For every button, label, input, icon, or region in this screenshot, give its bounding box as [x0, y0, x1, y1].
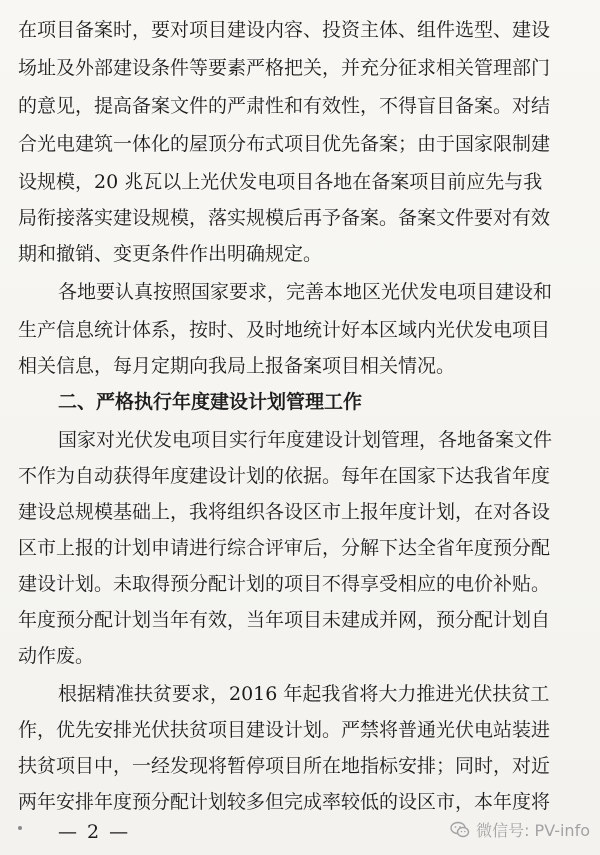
text-line: 的意见，提高备案文件的严肃性和有效性，不得盲目备案。对结	[18, 95, 551, 117]
paragraph-start-line: 根据精准扶贫要求，2016 年起我省将大力推进光伏扶贫工	[58, 683, 550, 705]
text-line: 两年安排年度预分配计划较多但完成率较低的设区市，本年度将	[18, 791, 551, 813]
text-line: 期和撤销、变更条件作出明确规定。	[18, 243, 323, 265]
text-line: 建设计划。未取得预分配计划的项目不得享受相应的电价补贴。	[18, 573, 551, 595]
text-line: 不作为自动获得年度建设计划的依据。每年在国家下达我省年度	[18, 465, 551, 487]
wechat-icon	[450, 821, 470, 839]
text-line: 合光电建筑一体化的屋顶分布式项目优先备案；由于国家限制建	[18, 133, 551, 155]
text-line: 建设总规模基础上，我将组织各设区市上报年度计划，在对各设	[18, 501, 551, 523]
paragraph-start-line: 国家对光伏发电项目实行年度建设计划管理，各地备案文件	[58, 429, 553, 451]
text-line: 设规模，20 兆瓦以上光伏发电项目各地在备案项目前应先与我	[18, 171, 543, 193]
text-line: 在项目备案时，要对项目建设内容、投资主体、组件选型、建设	[18, 19, 551, 41]
text-line: 区市上报的计划申请进行综合评审后，分解下达全省年度预分配	[18, 537, 551, 559]
watermark-text: 微信号: PV-info	[476, 821, 590, 840]
text-line: 场址及外部建设条件等要素严格把关，并充分征求相关管理部门	[18, 57, 551, 79]
text-line: 相关信息，每月定期向我局上报备案项目相关情况。	[18, 355, 456, 377]
paragraph-start-line: 各地要认真按照国家要求，完善本地区光伏发电项目建设和	[58, 281, 553, 303]
section-heading: 二、严格执行年度建设计划管理工作	[58, 391, 363, 413]
scan-mark	[18, 826, 22, 830]
text-line: 生产信息统计体系，按时、及时地统计好本区域内光伏发电项目	[18, 319, 551, 341]
text-line: 作，优先安排光伏扶贫项目建设计划。严禁将普通光伏电站装进	[18, 719, 551, 741]
watermark	[450, 818, 590, 841]
text-line: 年度预分配计划当年有效，当年项目未建成并网，预分配计划自	[18, 609, 551, 631]
text-line: 动作废。	[18, 645, 95, 667]
page-number: — 2 —	[58, 821, 131, 843]
text-line: 局衔接落实建设规模，落实规模后再予备案。备案文件要对有效	[18, 207, 551, 229]
text-line: 扶贫项目中，一经发现将暂停项目所在地指标安排；同时，对近	[18, 755, 551, 777]
